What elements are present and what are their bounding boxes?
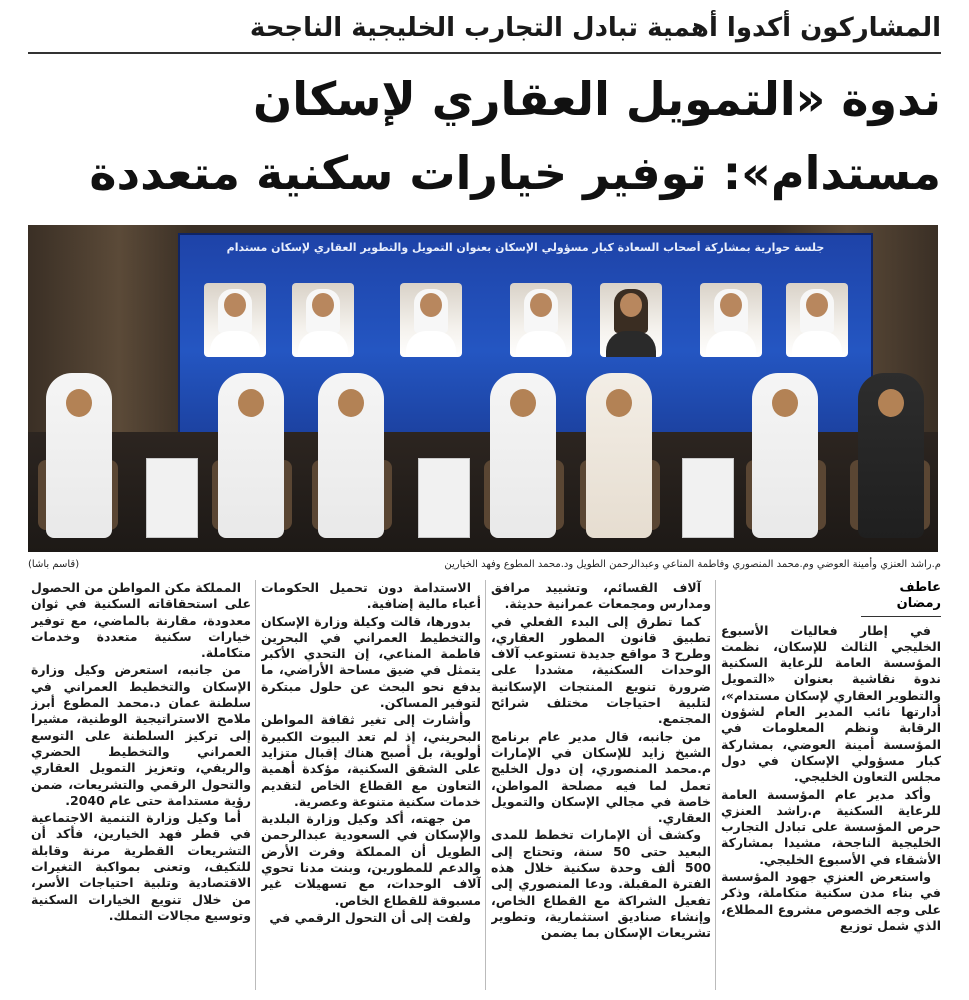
screen-portrait [600, 283, 662, 357]
article-column-3 [261, 580, 481, 990]
panelist [586, 373, 652, 538]
screen-portrait [786, 283, 848, 357]
paragraph: من جانبه، قال مدير عام برنامج الشيخ زايد للإسكان في الإمارات م.محمد المنصوري، إن دول الخليج تعمل لما فيه مصلحة المواطن، خاصة في مجالي الإسكان والتمويل العقاري. [491, 728, 711, 826]
paragraph: من جانبه، استعرض وكيل وزارة الإسكان والتخطيط العمراني في سلطنة عمان د.محمد المطوع أبرز ملامح الاستراتيجية الوطنية، مشيرا إلى تركيز السلطنة على التوسع العمراني والتخطيط الحضري والريفي، وتعزيز التمويل العقاري والتحول الرقمي والتشريعات، ضمن رؤية مستدامة حتى عام 2040. [31, 662, 251, 808]
event-photo [28, 225, 938, 552]
photo-caption-row [28, 556, 941, 574]
paragraph: آلاف القسائم، وتشييد مرافق ومدارس ومجمعات عمرانية حديثة. [491, 580, 711, 612]
article-body [28, 580, 941, 990]
side-table [146, 458, 198, 538]
paragraph: ولفت إلى أن التحول الرقمي في [269, 909, 471, 925]
kicker-divider [28, 52, 941, 54]
column-divider [255, 580, 256, 990]
screen-title: جلسة حوارية بمشاركة أصحاب السعادة كبار مسؤولي الإسكان بعنوان التمويل والتطوير العقاري لإسكان مستدام [226, 241, 825, 254]
screen-portrait [510, 283, 572, 357]
paragraph: واستعرض العنزي جهود المؤسسة في بناء مدن سكنية متكاملة، وذكر على وجه الخصوص مشروع المطلاع، الذي شمل توزيع [721, 869, 941, 933]
panelist [218, 373, 284, 538]
paragraph: وأشارت إلى تغير ثقافة المواطن البحريني، إذ لم تعد البيوت الكبيرة أولوية، بل أصبح هناك إقبال متزايد على الشقق السكنية، مؤكدة أهمية التعاون مع القطاع الخاص لتقديم خدمات سكنية متنوعة وعصرية. [261, 712, 481, 809]
paragraph: من جهته، أكد وكيل وزارة البلدية والإسكان في السعودية عبدالرحمن الطويل أن المملكة وفرت الأرض والدعم للمطورين، وبنت مدنا تحوي آلاف الوحدات، مع تسهيلات غير مسبوقة للقطاع الخاص. [261, 811, 481, 908]
paragraph: وكشف أن الإمارات تخطط للمدى البعيد حتى 50 سنة، وتحتاج إلى 500 ألف وحدة سكنية خلال هذه الفترة المقبلة. ودعا المنصوري إلى تفعيل الشراكة مع القطاع الخاص، وإنشاء صناديق استثمارية، وتطوير تشريعات الإسكان بما يضمن [491, 827, 711, 941]
side-table [418, 458, 470, 538]
article-column-1 [721, 580, 941, 990]
panelist [752, 373, 818, 538]
screen-portrait [204, 283, 266, 357]
paragraph: كما تطرق إلى البدء الفعلي في تطبيق قانون المطور العقاري، وطرح 3 مواقع جديدة تستوعب آلاف الوحدات السكنية، مشددا على ضرورة تنويع المنتجات الإسكانية لتلبية احتياجات مختلف شرائح المجتمع. [491, 613, 711, 727]
screen-portrait [700, 283, 762, 357]
column-divider [485, 580, 486, 990]
article-column-2 [491, 580, 711, 990]
paragraph: أما وكيل وزارة التنمية الاجتماعية في قطر فهد الخيارين، فأكد أن التشريعات القطرية مرنة وقابلة للتكيف، وتعنى بمواكبة التغيرات الاقتصادية وتلبية احتياجات الأسر، من خلال تنويع الخيارات السكنية وتوسيع مجالات التملك. [31, 810, 251, 923]
paragraph: المملكة مكن المواطن من الحصول على استحقاقاته السكنية في ثوان معدودة، مقارنة بالماضي، مع توفير خيارات سكنية متعددة وخدمات متكاملة. [31, 580, 251, 661]
paragraph: بدورها، قالت وكيلة وزارة الإسكان والتخطيط العمراني في البحرين فاطمة المناعي، إن التحدي الأكبر يتمثل في ضيق مساحة الأراضي، ما يدفع نحو البحث عن حلول مبتكرة لتوفير المساكن. [261, 613, 481, 711]
author-byline: عاطف رمضان [861, 580, 941, 617]
panelist [318, 373, 384, 538]
side-table [682, 458, 734, 538]
panelist [46, 373, 112, 538]
paragraph: وأكد مدير عام المؤسسة العامة للرعاية السكنية م.راشد العنزي حرص المؤسسة على تبادل التجارب الخليجية الناجحة، مشيدا بمشاركة الأشقاء في الأسبوع الخليجي. [721, 786, 941, 867]
panelist [490, 373, 556, 538]
column-divider [715, 580, 716, 990]
screen-portrait [292, 283, 354, 357]
photo-caption: م.راشد العنزي وأمينة العوضي وم.محمد المنصوري وفاطمة المناعي وعبدالرحمن الطويل ود.محمد المطوع وفهد الخيارين [444, 559, 941, 570]
article-kicker: المشاركون أكدوا أهمية تبادل التجارب الخليجية الناجحة [249, 13, 941, 43]
moderator [858, 373, 924, 538]
article-column-4 [31, 580, 251, 990]
article-headline: ندوة «التمويل العقاري لإسكان مستدام»: توفير خيارات سكنية متعددة [89, 72, 941, 200]
photo-credit: (قاسم باشا) [28, 559, 80, 570]
paragraph: الاستدامة دون تحميل الحكومات أعباء مالية إضافية. [261, 580, 481, 612]
paragraph: في إطار فعاليات الأسبوع الخليجي الثالث للإسكان، نظمت المؤسسة العامة للرعاية السكنية ندوة نقاشية بعنوان «التمويل والتطوير العقاري لإسكان مستدام»، أدارتها نائب المدير العام لشؤون الرقابة ونظم المعلومات في المؤسسة أمينة العوضي، بمشاركة كبار مسؤولي الإسكان في دول مجلس التعاون الخليجي. [721, 622, 941, 785]
screen-portrait [400, 283, 462, 357]
